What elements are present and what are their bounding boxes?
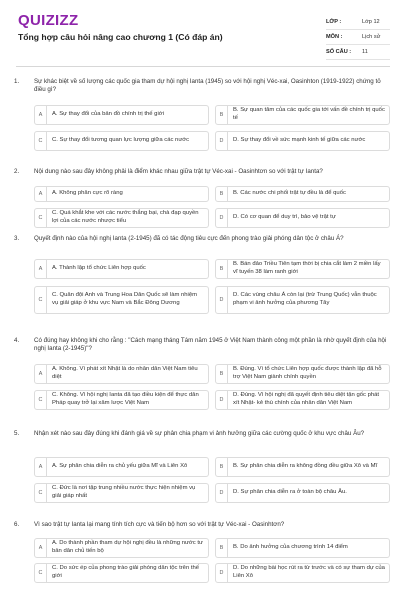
option-text: A. Không. Vì phát xít Nhật là do nhân dân Việt Nam tiêu diệt bbox=[52, 366, 198, 380]
option-text: A. Sự thay đổi của bản đồ chính trị thế giới bbox=[52, 111, 164, 118]
question-number: 3. bbox=[14, 235, 20, 242]
option-a[interactable] bbox=[34, 457, 209, 477]
option-d[interactable] bbox=[215, 563, 390, 583]
option-text: C. Do sức ép của phong trào giải phóng dân tộc trên thế giới bbox=[52, 565, 200, 579]
option-d[interactable] bbox=[215, 390, 390, 410]
option-text: D. Có cơ quan để duy trì, bảo vệ trật tự bbox=[233, 214, 336, 221]
option-text: A. Do thành phần tham dự hội nghị đều là những nước tư bản dân chủ tiến bộ bbox=[52, 540, 203, 554]
question-number: 4. bbox=[14, 337, 20, 344]
question-number: 1. bbox=[14, 78, 20, 85]
option-text: C. Không. Vì hội nghị Ianta đã tạo điều kiện để thực dân Pháp quay trở lại xâm lược Việt Nam bbox=[52, 392, 199, 406]
option-d[interactable] bbox=[215, 483, 390, 503]
option-c[interactable] bbox=[34, 286, 209, 314]
option-b[interactable] bbox=[215, 105, 390, 125]
option-d[interactable] bbox=[215, 208, 390, 228]
option-b[interactable] bbox=[215, 364, 390, 384]
option-letter: C bbox=[35, 484, 47, 502]
question-number: 6. bbox=[14, 521, 20, 528]
option-text: C. Quân đội Anh và Trung Hoa Dân Quốc sẽ làm nhiệm vụ giải giáp ở khu vực Nam và Bắc Đông Dương bbox=[52, 292, 198, 306]
option-text: A. Thành lập tổ chức Liên hợp quốc bbox=[52, 265, 146, 272]
option-text: B. Sự quan tâm của các quốc gia tới vấn đề chính trị quốc tế bbox=[233, 107, 385, 121]
option-a[interactable] bbox=[34, 538, 209, 558]
meta-value: Lịch sử bbox=[362, 34, 381, 40]
option-text: C. Đức là nơi tập trung nhiều nước thực hiện nhiệm vụ giải giáp nhất bbox=[52, 485, 196, 499]
option-text: B. Bán đảo Triều Tiên tạm thời bị chia cắt làm 2 miền lấy vĩ tuyến 38 làm ranh giới bbox=[233, 261, 381, 275]
option-letter: B bbox=[216, 187, 228, 201]
option-letter: A bbox=[35, 365, 47, 383]
document-title: Tổng hợp câu hỏi nâng cao chương 1 (Có đáp án) bbox=[18, 32, 223, 42]
option-c[interactable] bbox=[34, 483, 209, 503]
option-letter: D bbox=[216, 287, 228, 313]
meta-row-count bbox=[326, 45, 390, 60]
option-text: B. Các nước chi phối trật tự đều là để quốc bbox=[233, 190, 346, 197]
meta-label: LỚP : bbox=[326, 19, 342, 25]
option-c[interactable] bbox=[34, 208, 209, 228]
option-a[interactable] bbox=[34, 105, 209, 125]
meta-value: 11 bbox=[362, 49, 368, 55]
page-header bbox=[0, 0, 400, 68]
question-text: Sự khác biệt về số lượng các quốc gia tham dự hội nghị Ianta (1945) so với hội nghị Véc-xai, Oasinhton (1919-1922) chứng tỏ điều gì? bbox=[34, 78, 381, 94]
meta-table bbox=[326, 15, 390, 60]
meta-row-subject bbox=[326, 30, 390, 45]
option-a[interactable] bbox=[34, 186, 209, 202]
option-letter: D bbox=[216, 391, 228, 409]
option-text: D. Sự phân chia diễn ra ở toàn bộ châu Âu. bbox=[233, 489, 347, 496]
meta-row-class bbox=[326, 15, 390, 30]
option-c[interactable] bbox=[34, 563, 209, 583]
option-text: D. Do những bài học rút ra từ trước và có sự tham dự của Liên Xô bbox=[233, 565, 385, 579]
option-letter: B bbox=[216, 260, 228, 278]
option-text: A. Không phân cực rõ ràng bbox=[52, 190, 123, 197]
option-text: D. Đúng. Vì hội nghị đã quyết định tiêu diệt tận gốc phát xít Nhật- kẻ thù chính của nhân dân Việt Nam bbox=[233, 392, 380, 406]
question-text: Nhận xét nào sau đây đúng khi đánh giá về sự phân chia phạm vi ảnh hưởng giữa các cường quốc ở khu vực châu Âu? bbox=[34, 430, 365, 437]
option-text: D. Sự thay đổi về sức mạnh kinh tế giữa các nước bbox=[233, 137, 366, 144]
question-number: 2. bbox=[14, 168, 20, 175]
option-b[interactable] bbox=[215, 457, 390, 477]
option-letter: C bbox=[35, 132, 47, 150]
option-letter: B bbox=[216, 539, 228, 557]
option-letter: A bbox=[35, 260, 47, 278]
option-letter: C bbox=[35, 287, 47, 313]
option-letter: C bbox=[35, 391, 47, 409]
option-text: A. Sự phân chia diễn ra chủ yếu giữa Mĩ và Liên Xô bbox=[52, 463, 188, 470]
meta-label: MÔN : bbox=[326, 34, 343, 40]
option-letter: C bbox=[35, 209, 47, 227]
option-letter: A bbox=[35, 106, 47, 124]
question-text: Nội dung nào sau đây không phải là điểm khác nhau giữa trật tự Véc-xai - Oasinhtơn so với trật tự Ianta? bbox=[34, 168, 323, 175]
option-letter: D bbox=[216, 209, 228, 227]
option-letter: D bbox=[216, 564, 228, 582]
option-a[interactable] bbox=[34, 364, 209, 384]
option-b[interactable] bbox=[215, 538, 390, 558]
quizizz-logo: QUIZIZZ bbox=[18, 12, 79, 29]
question-number: 5. bbox=[14, 430, 20, 437]
option-text: C. Quá khắt khe với các nước thắng bại, chà đạp quyền lợi của các nước nhược tiểu bbox=[52, 210, 199, 224]
meta-value: Lớp 12 bbox=[362, 19, 380, 25]
option-a[interactable] bbox=[34, 259, 209, 279]
option-d[interactable] bbox=[215, 286, 390, 314]
option-b[interactable] bbox=[215, 259, 390, 279]
option-text: C. Sự thay đổi tương quan lực lượng giữa các nước bbox=[52, 137, 190, 144]
meta-label: SỐ CÂU : bbox=[326, 49, 352, 55]
option-d[interactable] bbox=[215, 131, 390, 151]
option-text: B. Đúng. Vì tổ chức Liên hợp quốc được thành lập đã hỗ trợ Việt Nam giành chính quyền bbox=[233, 366, 382, 380]
option-text: B. Do ảnh hưởng của chương trình 14 điểm bbox=[233, 544, 348, 551]
option-letter: D bbox=[216, 484, 228, 502]
option-text: D. Các vùng châu Á còn lại (trừ Trung Quốc) vẫn thuộc phạm vi ảnh hưởng của phương Tây bbox=[233, 292, 377, 306]
option-letter: A bbox=[35, 458, 47, 476]
option-letter: B bbox=[216, 365, 228, 383]
question-text: Có đúng hay không khi cho rằng : "Cách mạng tháng Tám năm 1945 ở Việt Nam thành công một phần là nhờ quyết định của hội nghị Ianta (2-1945)"? bbox=[34, 337, 387, 353]
option-letter: B bbox=[216, 106, 228, 124]
question-text: Vì sao trật tự Ianta lại mang tính tích cực và tiến bộ hơn so với trật tự Véc-xai - Oasinhtơn? bbox=[34, 521, 285, 528]
option-text: B. Sự phân chia diễn ra không đồng đều giữa Xô và Mĩ bbox=[233, 463, 378, 470]
option-letter: A bbox=[35, 539, 47, 557]
header-divider bbox=[16, 66, 390, 67]
option-b[interactable] bbox=[215, 186, 390, 202]
option-letter: A bbox=[35, 187, 47, 201]
option-c[interactable] bbox=[34, 390, 209, 410]
option-letter: D bbox=[216, 132, 228, 150]
option-c[interactable] bbox=[34, 131, 209, 151]
question-text: Quyết định nào của hội nghị Ianta (2-1945) đã có tác động tiêu cực đến phong trào giải phóng dân tộc ở châu Á? bbox=[34, 235, 344, 242]
option-letter: C bbox=[35, 564, 47, 582]
option-letter: B bbox=[216, 458, 228, 476]
